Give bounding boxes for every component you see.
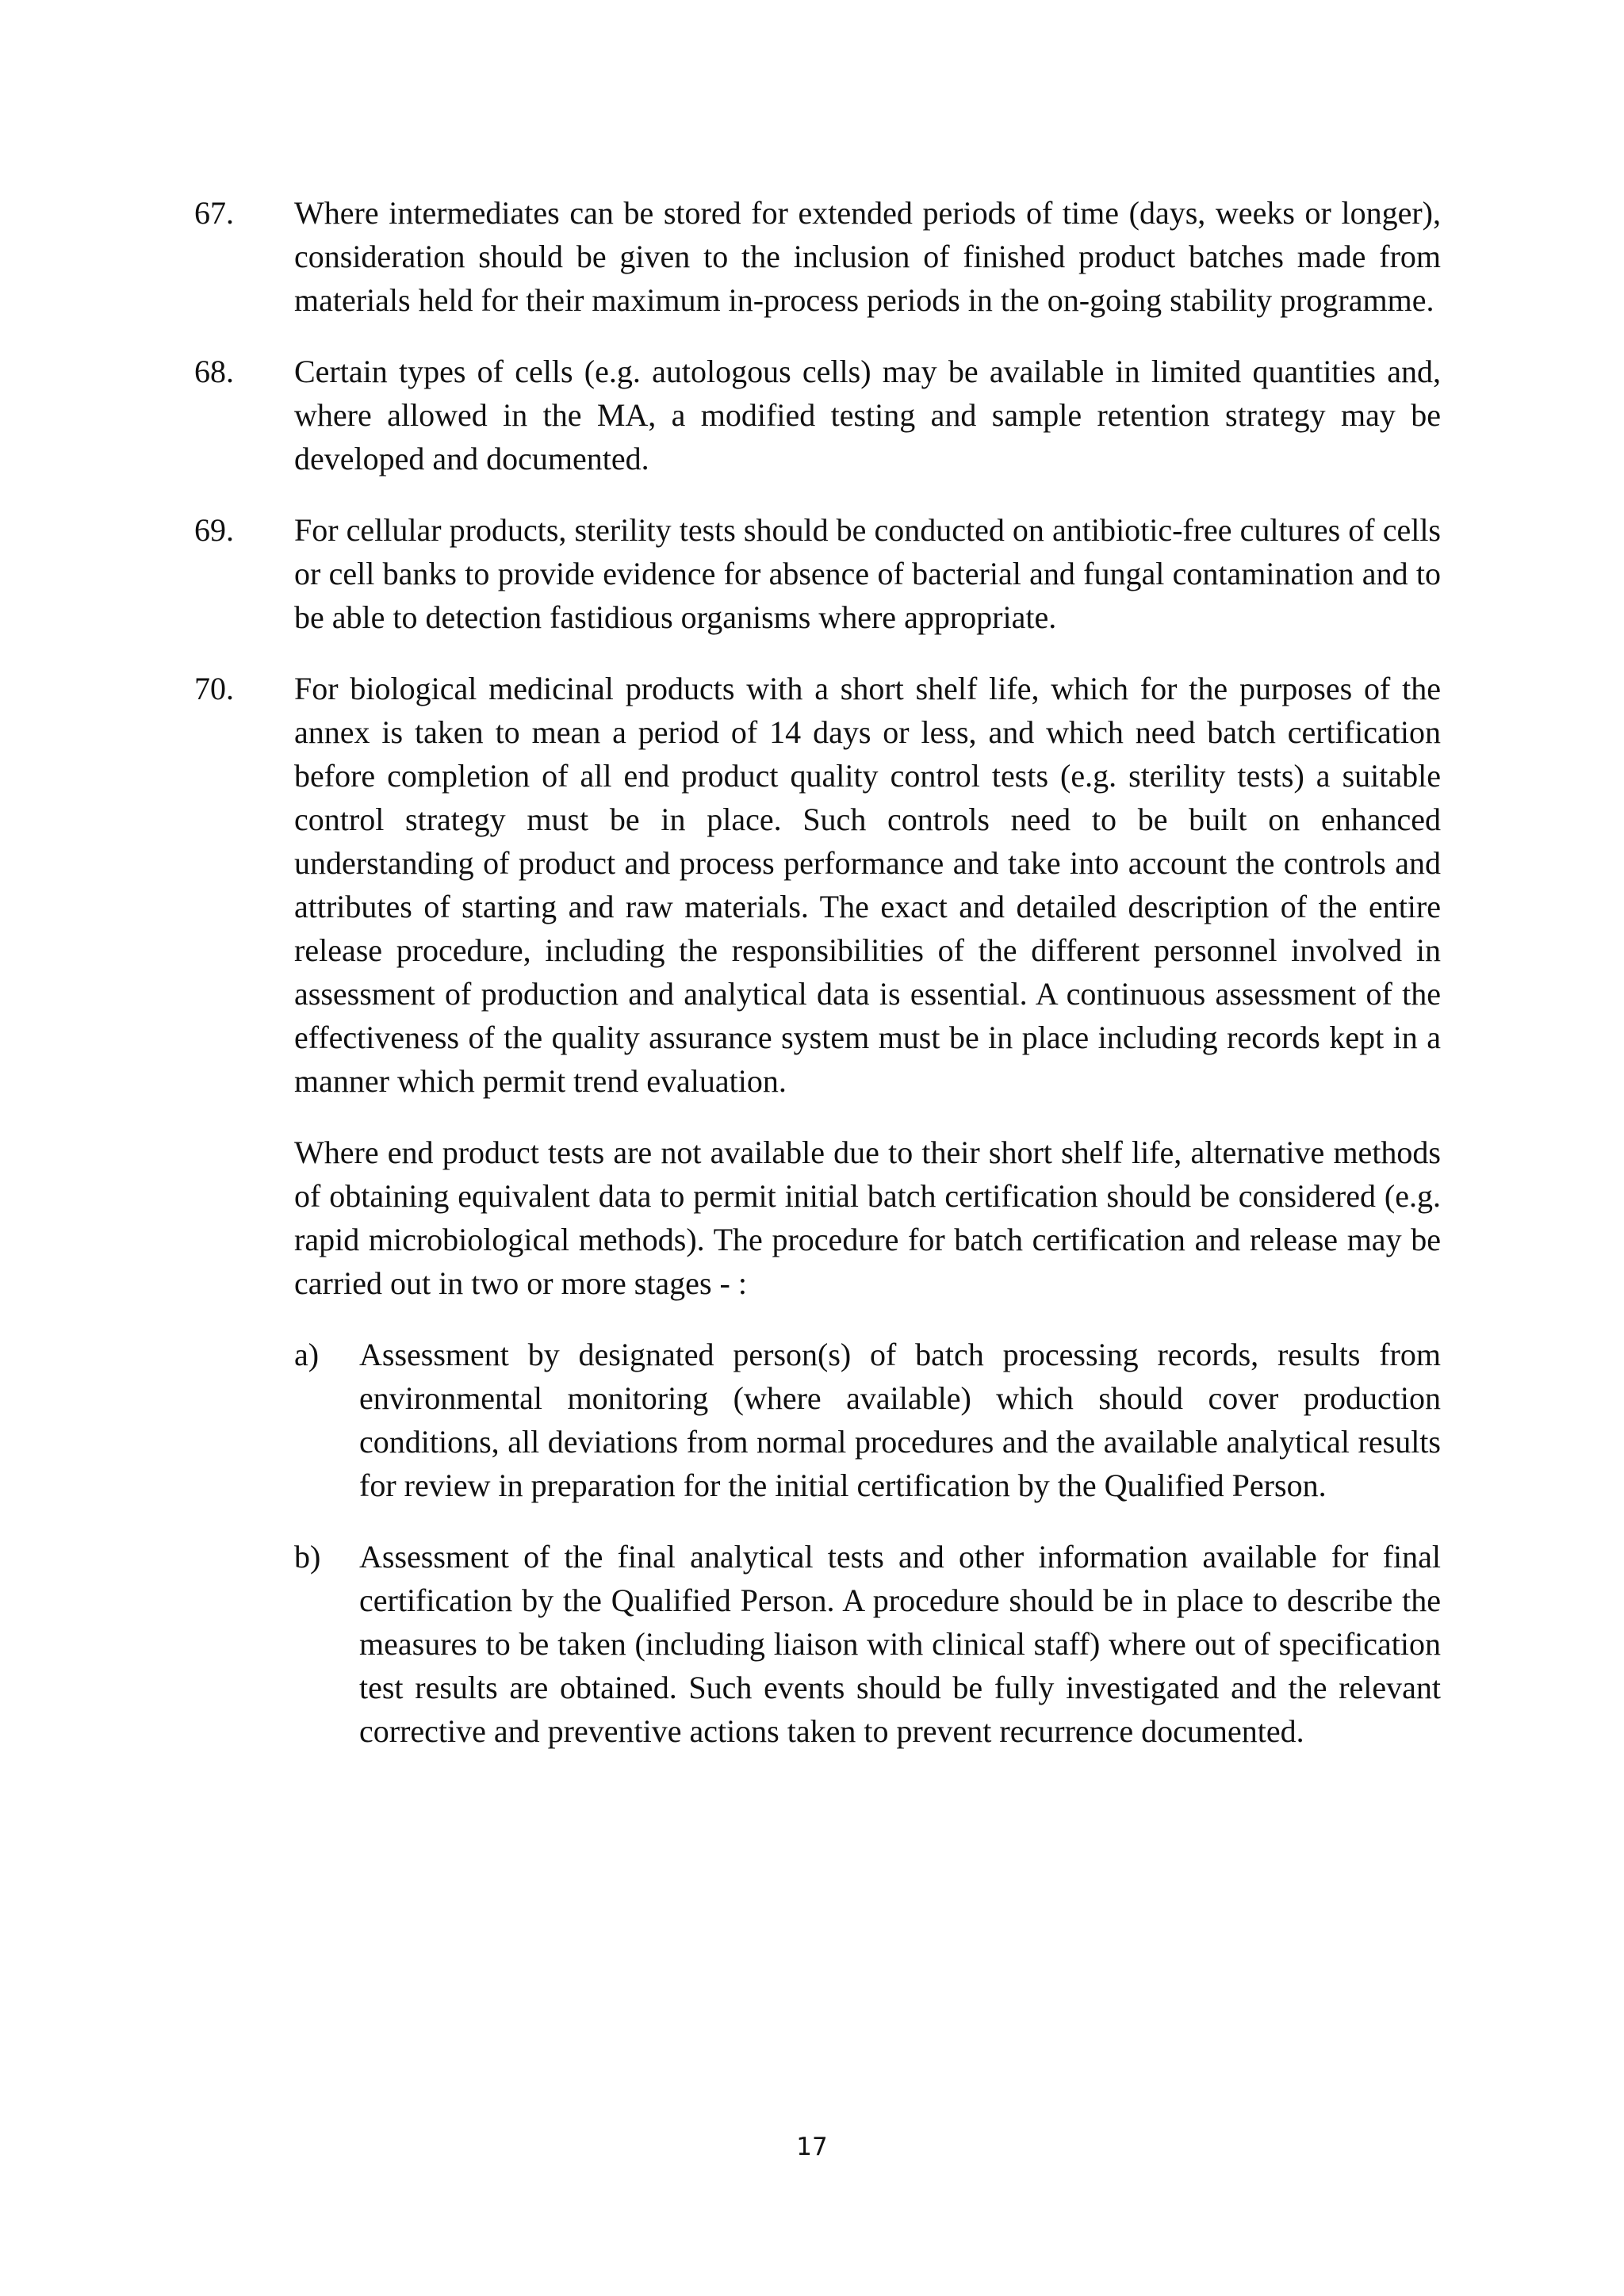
paragraph-text: For cellular products, sterility tests should be conducted on antibiotic-free cultures of cells or cell banks to provide evidence for absence of bacterial and fungal contamination and to be able to detection fastidious organisms where appropriate.: [294, 512, 1441, 635]
paragraph-body: [294, 667, 1441, 1753]
numbered-paragraph-69: [194, 508, 1441, 639]
sub-paragraph-text: Assessment of the final analytical tests and other information available for final certification by the Qualified Person. A procedure should be in place to describe the measures to be taken (including liaison with clinical staff) where out of specification test results are obtained. Such events should be fully investigated and the relevant corrective and preventive actions taken to prevent recurrence documented.: [359, 1539, 1441, 1749]
paragraph-text: For biological medicinal products with a short shelf life, which for the purposes of the annex is taken to mean a period of 14 days or less, and which need batch certification before completion of all end product quality control tests (e.g. sterility tests) a suitable control strategy must be in place. Such controls need to be built on enhanced understanding of product and process performance and take into account the controls and attributes of starting and raw materials. The exact and detailed description of the entire release procedure, including the responsibilities of the different personnel involved in assessment of production and analytical data is essential. A continuous assessment of the effectiveness of the quality assurance system must be in place including records kept in a manner which permit trend evaluation.: [294, 671, 1441, 1099]
numbered-paragraph-68: [194, 350, 1441, 480]
sub-paragraph-b: [294, 1535, 1441, 1753]
paragraph-body: [294, 191, 1441, 322]
sub-paragraph-label: b): [294, 1539, 321, 1575]
paragraph-number: 68.: [194, 354, 234, 389]
sub-paragraph-label: a): [294, 1337, 320, 1372]
sub-paragraph-text: Assessment by designated person(s) of batch processing records, results from environmental monitoring (where available) which should cover production conditions, all deviations from normal procedures and the available analytical results for review in preparation for the initial certification by the Qualified Person.: [359, 1337, 1441, 1503]
numbered-paragraph-67: [194, 191, 1441, 322]
sub-paragraph-a: [294, 1333, 1441, 1507]
paragraph-number: 70.: [194, 671, 234, 706]
numbered-paragraph-70: [194, 667, 1441, 1753]
page-number: 17: [796, 2133, 828, 2161]
paragraph-body: [294, 350, 1441, 480]
paragraph-text: Where end product tests are not available due to their short shelf life, alternative methods of obtaining equivalent data to permit initial batch certification should be considered (e.g. rapid microbiological methods). The procedure for batch certification and release may be carried out in two or more stages - :: [294, 1135, 1441, 1301]
paragraph-text: Certain types of cells (e.g. autologous cells) may be available in limited quantities and, where allowed in the MA, a modified testing and sample retention strategy may be developed and documented.: [294, 354, 1441, 476]
paragraph-number: 67.: [194, 195, 234, 231]
paragraph-text: Where intermediates can be stored for extended periods of time (days, weeks or longer), consideration should be given to the inclusion of finished product batches made from materials held for their maximum in-process periods in the on-going stability programme.: [294, 195, 1441, 318]
document-body: [194, 191, 1441, 1781]
paragraph-body: [294, 508, 1441, 639]
paragraph-number: 69.: [194, 512, 234, 548]
